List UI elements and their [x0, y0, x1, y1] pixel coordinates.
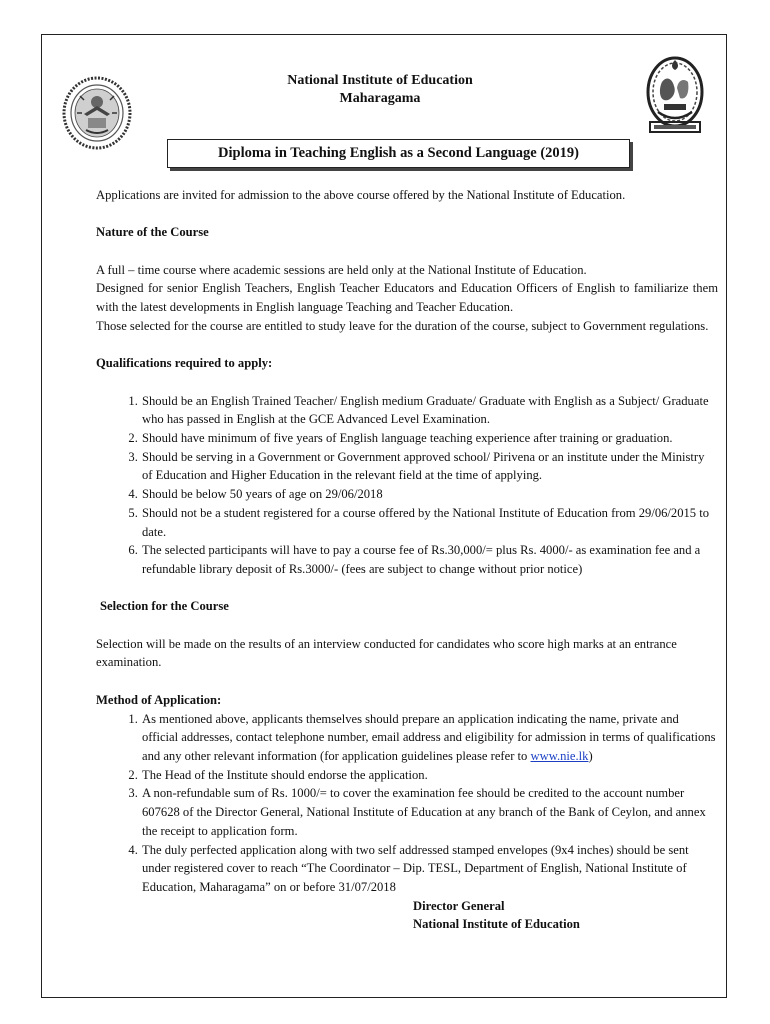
method-item: 2. The Head of the Institute should endorse the application.: [141, 766, 718, 785]
nature-line-1: A full – time course where academic sessions are held only at the National Institute of Education.: [96, 262, 587, 277]
course-title: Diploma in Teaching English as a Second Language (2019): [218, 145, 579, 161]
method-item-text: As mentioned above, applicants themselves should prepare an application indicating the name, private and official addresses, contact telephone number, email address and eligibility for admission in terms of qualifications and any other relevant information (for application guidelines please refer to: [142, 711, 716, 763]
document-body: [96, 186, 718, 934]
method-item-end: ): [588, 748, 593, 763]
signature-org: National Institute of Education: [413, 917, 580, 932]
institute-location: Maharagama: [339, 91, 421, 106]
signature-title: Director General: [413, 898, 505, 913]
nie-website-link[interactable]: www.nie.lk: [530, 748, 589, 763]
method-item: 3. A non-refundable sum of Rs. 1000/= to cover the examination fee should be credited to the account number 607628 of the Director General, National Institute of Education at any branch of the Bank of Ceylon, and annex the receipt to application form.: [141, 784, 718, 840]
qualification-item: 6. The selected participants will have to pay a course fee of Rs.30,000/= plus Rs. 4000/- as examination fee and a refundable library deposit of Rs.3000/- (fees are subject to change without prior notice): [141, 541, 718, 578]
qualifications-heading: Qualifications required to apply:: [96, 356, 273, 371]
nature-line-2: Designed for senior English Teachers, English Teacher Educators and Education Officers of English to familiarize them with the latest developments in English language Teaching and Teacher Education.: [96, 281, 718, 315]
nie-seal-logo: [62, 76, 132, 150]
selection-text: Selection will be made on the results of an interview conducted for candidates who score high marks at an entrance examination.: [96, 636, 677, 670]
nature-line-3: Those selected for the course are entitled to study leave for the duration of the course, subject to Government regulations.: [96, 318, 709, 333]
method-item: [141, 710, 718, 766]
method-list: [96, 710, 718, 897]
qualifications-list: [96, 392, 718, 579]
qualification-item: 1. Should be an English Trained Teacher/ English medium Graduate/ Graduate with English as a Subject/ Graduate who has passed in English at the GCE Advanced Level Examination.: [141, 392, 718, 429]
nature-heading: Nature of the Course: [96, 225, 209, 240]
course-title-box: [167, 139, 630, 168]
selection-heading: Selection for the Course: [100, 599, 229, 614]
qualification-item: 5. Should not be a student registered for a course offered by the National Institute of Education from 29/06/2015 to date.: [141, 504, 718, 541]
qualification-item: 3. Should be serving in a Government or Government approved school/ Pirivena or an institute under the Ministry of Education and Higher Education in the relevant field at the time of applying.: [141, 448, 718, 485]
method-item: 4. The duly perfected application along with two self addressed stamped envelopes (9x4 inches) should be sent under registered cover to reach “The Coordinator – Dip. TESL, Department of English, National Institute of Education, Maharagama” on or before 31/07/2018: [141, 841, 718, 897]
national-emblem-logo: [644, 52, 706, 138]
method-heading: Method of Application:: [96, 692, 222, 707]
institute-name: National Institute of Education: [287, 73, 473, 88]
qualification-item: 2. Should have minimum of five years of English language teaching experience after training or graduation.: [141, 429, 718, 448]
intro-paragraph: Applications are invited for admission to the above course offered by the National Institute of Education.: [96, 188, 626, 202]
qualification-item: 4. Should be below 50 years of age on 29/06/2018: [141, 485, 718, 504]
document-header: [180, 72, 580, 108]
